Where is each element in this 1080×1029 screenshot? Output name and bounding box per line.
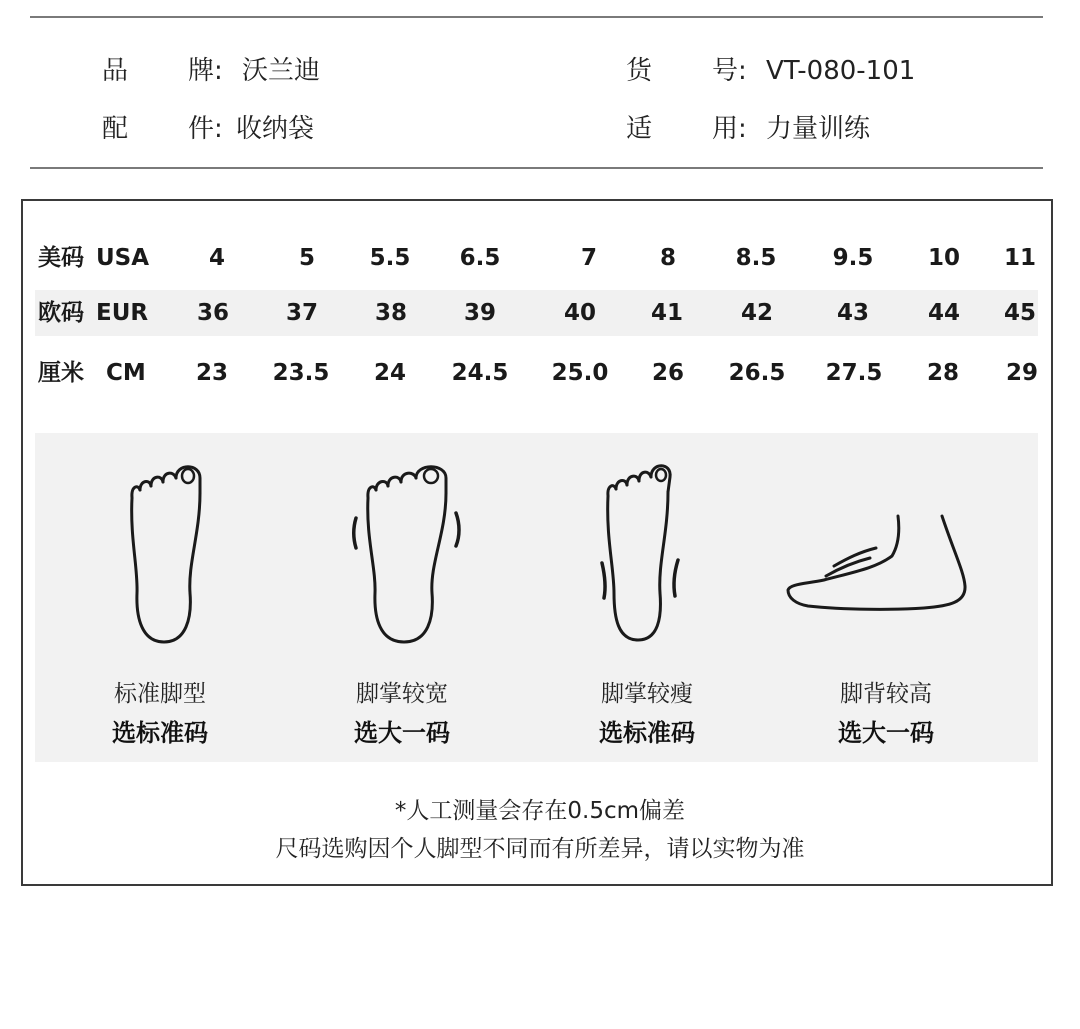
size-cell: 28 (926, 360, 959, 386)
size-cell: 5.5 (369, 245, 411, 271)
size-cell: 6.5 (459, 245, 501, 271)
standard-foot-icon (120, 458, 210, 648)
size-cell: 5 (298, 245, 315, 271)
bottom-divider (30, 167, 1043, 169)
size-row-cm (0, 353, 1080, 393)
foot-type-caption: 脚掌较宽 (356, 681, 448, 707)
row-label (38, 353, 146, 393)
row-label-code: USA (96, 245, 150, 271)
size-cell: 41 (650, 300, 683, 326)
size-cell: 24 (373, 360, 406, 386)
row-label-code: CM (106, 360, 146, 386)
size-cell: 9.5 (832, 245, 874, 271)
size-cell: 44 (927, 300, 960, 326)
size-cell: 23.5 (272, 360, 330, 386)
foot-type-caption: 脚背较高 (840, 681, 932, 707)
accessory-label-b: 件: (188, 114, 223, 144)
measurement-note: *人工测量会存在0.5cm偏差 (394, 798, 686, 824)
brand-value: 沃兰迪 (242, 56, 321, 86)
size-cell: 7 (580, 245, 597, 271)
size-cell: 26.5 (728, 360, 786, 386)
brand-info (102, 50, 320, 87)
usage-label-b: 用: (712, 114, 747, 144)
size-disclaimer: 尺码选购因个人脚型不同而有所差异，请以实物为准 (275, 836, 805, 862)
row-label-cn: 厘米 (38, 360, 84, 386)
wide-foot-icon (352, 458, 462, 648)
item-number-label-b: 号: (712, 56, 747, 86)
size-cell: 25.0 (551, 360, 609, 386)
item-number-label-a: 货 (626, 56, 653, 86)
size-cell: 23 (195, 360, 228, 386)
size-cell: 39 (463, 300, 496, 326)
size-cell: 29 (1005, 360, 1038, 386)
row-label (38, 238, 149, 278)
size-cell: 45 (1003, 300, 1036, 326)
item-number-value: VT-080-101 (766, 56, 916, 86)
row-label-cn: 美码 (38, 245, 84, 271)
top-divider (30, 16, 1043, 18)
size-cell: 40 (563, 300, 596, 326)
foot-type-advice: 选标准码 (112, 719, 208, 747)
usage-value: 力量训练 (766, 114, 871, 144)
size-cell: 10 (927, 245, 960, 271)
foot-type-advice: 选标准码 (599, 719, 695, 747)
accessory-info (102, 108, 314, 145)
size-cell: 36 (196, 300, 229, 326)
size-cell: 38 (374, 300, 407, 326)
foot-type-caption: 脚掌较瘦 (601, 681, 693, 707)
size-cell: 26 (651, 360, 684, 386)
usage-label-a: 适 (626, 114, 653, 144)
foot-type-caption: 标准脚型 (114, 681, 206, 707)
size-cell: 43 (836, 300, 869, 326)
size-cell: 8.5 (735, 245, 777, 271)
size-cell: 11 (1003, 245, 1036, 271)
size-row-eur (0, 293, 1080, 333)
size-cell: 42 (740, 300, 773, 326)
usage-info (626, 108, 870, 145)
high-instep-foot-icon (784, 512, 974, 616)
size-cell: 8 (659, 245, 676, 271)
row-label-code: EUR (96, 300, 149, 326)
row-label-cn: 欧码 (38, 300, 84, 326)
brand-label-a: 品 (102, 56, 129, 86)
narrow-foot-icon (598, 458, 688, 648)
accessory-label-a: 配 (102, 114, 129, 144)
foot-type-advice: 选大一码 (838, 719, 934, 747)
size-cell: 24.5 (451, 360, 509, 386)
accessory-value: 收纳袋 (236, 114, 315, 144)
size-row-usa (0, 238, 1080, 278)
brand-label-b: 牌: (188, 56, 223, 86)
foot-type-advice: 选大一码 (354, 719, 450, 747)
row-label (38, 293, 148, 333)
size-cell: 4 (208, 245, 225, 271)
item-number-info (626, 50, 915, 87)
size-cell: 27.5 (825, 360, 883, 386)
size-cell: 37 (285, 300, 318, 326)
